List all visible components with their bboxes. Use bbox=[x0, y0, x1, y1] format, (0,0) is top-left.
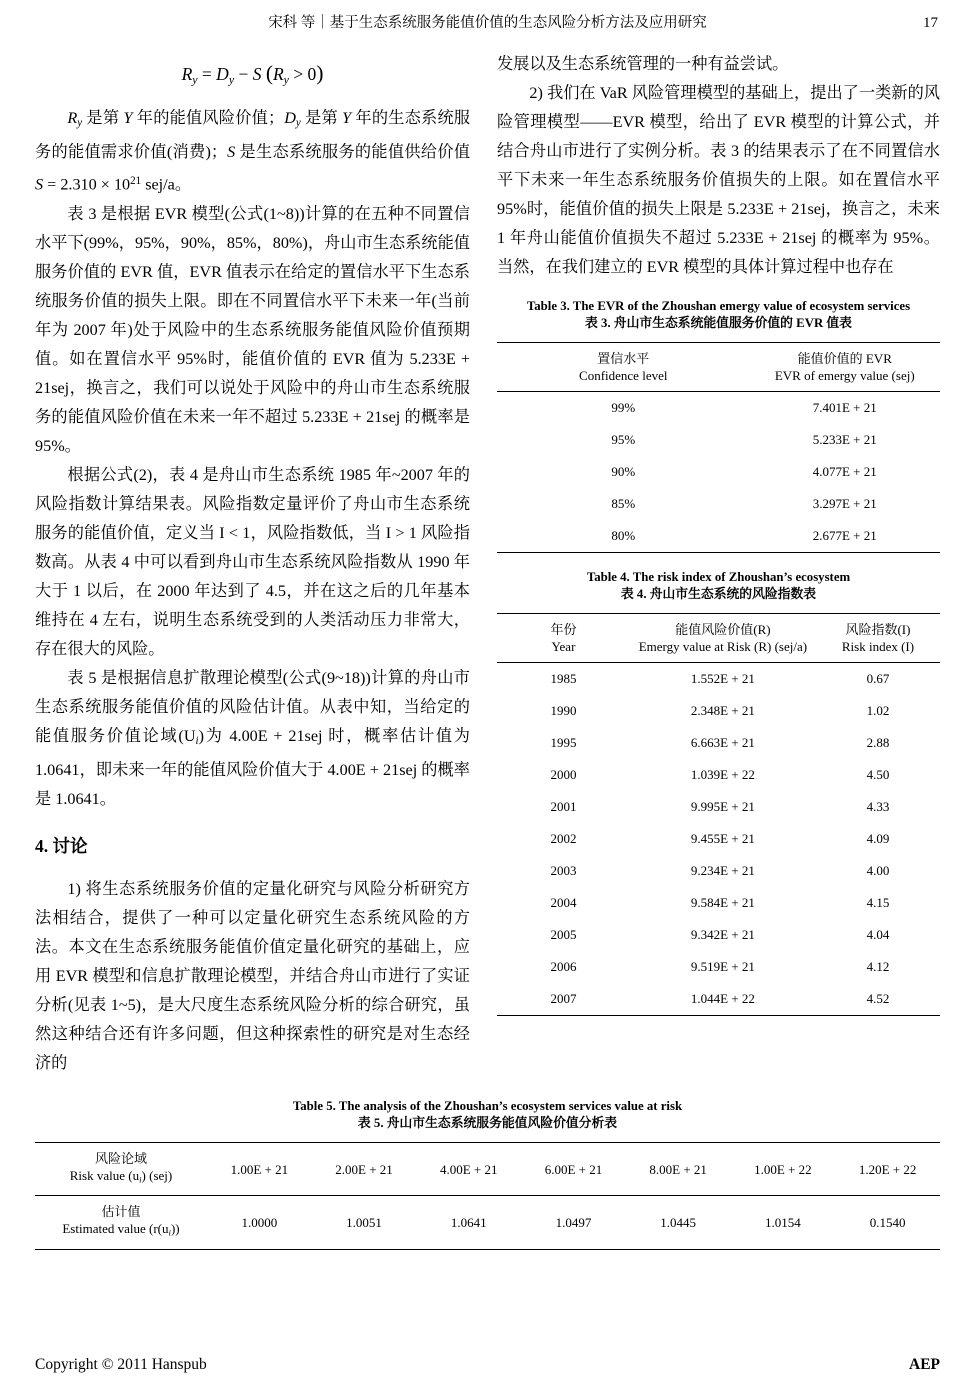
table4-caption bbox=[503, 569, 934, 603]
cell: 0.67 bbox=[866, 671, 890, 686]
table4 bbox=[497, 613, 940, 1016]
header-label-zh: 年份 bbox=[550, 622, 577, 637]
header-label-en: Risk index (I) bbox=[841, 639, 915, 654]
cell: 1.02 bbox=[866, 703, 890, 718]
cell: 8.00E + 21 bbox=[626, 1142, 731, 1195]
cell: 4.12 bbox=[866, 959, 890, 974]
cell: 1.0051 bbox=[346, 1215, 382, 1231]
header-label-en: EVR of emergy value (sej) bbox=[774, 368, 915, 383]
paragraph-discussion-1: 1) 将生态系统服务价值的定量化研究与风险分析研究方法相结合，提供了一种可以定量化研究生态系统风险的方法。本文在生态系统服务能值价值定量化研究的基础上，应用 EVR 模型和信息扩散理论模型，并结合舟山市进行了实证分析(见表 1~5)，是大尺度生态系统风险分析的综合研究，虽然这种结合还有许多问题，但这种探索性的研究是对生态经济的 bbox=[35, 879, 470, 1072]
cell: 1.0497 bbox=[555, 1215, 592, 1231]
table-row bbox=[497, 520, 940, 553]
header-label-zh: 能值风险价值(R) bbox=[675, 622, 771, 637]
cell: 2002 bbox=[550, 831, 577, 846]
header-label-zh: 置信水平 bbox=[597, 351, 650, 366]
cell: 3.297E + 21 bbox=[812, 496, 877, 511]
cell: 9.342E + 21 bbox=[690, 927, 755, 942]
cell: 4.09 bbox=[866, 831, 890, 846]
cell: 80% bbox=[611, 528, 636, 543]
table5-row2-label bbox=[35, 1196, 207, 1249]
table3-header-evr bbox=[750, 343, 941, 392]
cell: 2000 bbox=[550, 767, 577, 782]
cell: 2005 bbox=[550, 927, 577, 942]
cell: 1985 bbox=[550, 671, 577, 686]
cell: 2.677E + 21 bbox=[812, 528, 877, 543]
cell: 4.077E + 21 bbox=[812, 464, 877, 479]
running-header bbox=[35, 12, 940, 34]
header-label-en: Year bbox=[551, 639, 576, 654]
cell: 9.455E + 21 bbox=[690, 831, 755, 846]
paragraph-table3-discussion: 表 3 是根据 EVR 模型(公式(1~8))计算的在五种不同置信水平下(99%，95%，90%，85%，80%)，舟山市生态系统能值服务价值的 EVR 值，EVR 值表示在给定的置信水平下生态系统服务价值的损失上限。即在不同置信水平下未来一年(当前年为 2007 年)处于风险中的生态系统服务能值风险价值预期值。如在置信水平 95%时，能值价值的 EVR 值为 5.233E + 21sej，换言之，我们可以说处于风险中的舟山市生态系统服务的能值风险价值在未来一年不超过 5.233E + 21sej 的概率是 95%。 bbox=[35, 204, 470, 455]
table4-header-row bbox=[497, 614, 940, 663]
journal-abbreviation: AEP bbox=[909, 1356, 940, 1373]
section-heading-discussion: 4. 讨论 bbox=[35, 835, 88, 856]
cell: 1990 bbox=[550, 703, 577, 718]
paragraph-table4-discussion: 根据公式(2)，表 4 是舟山市生态系统 1985 年~2007 年的风险指数计算结果表。风险指数定量评价了舟山市生态系统服务的能值价值，定义当 I < 1，风险指数低，当 I > 1 风险指数高。从表 4 中可以看到舟山市生态系统风险指数从 1990 年大于 1 以后，在 2000 年达到了 4.5，并在这之后的几年基本维持在 4 左右，说明生态系统受到的人类活动压力非常大，存在很大的风险。 bbox=[35, 465, 470, 658]
table3-caption-zh: 表 3. 舟山市生态系统能值服务价值的 EVR 值表 bbox=[585, 316, 852, 330]
table5-section bbox=[35, 1098, 940, 1250]
row-label-en: Estimated value (r(ui)) bbox=[62, 1221, 180, 1238]
table5-caption bbox=[41, 1098, 934, 1132]
table4-caption-zh: 表 4. 舟山市生态系统的风险指数表 bbox=[620, 587, 817, 601]
table-row bbox=[497, 855, 940, 887]
table5 bbox=[35, 1142, 940, 1250]
cell: 1.552E + 21 bbox=[690, 671, 755, 686]
table-row bbox=[497, 695, 940, 727]
cell: 1.00E + 21 bbox=[207, 1142, 312, 1195]
row-label-en: Risk value (ui) (sej) bbox=[69, 1167, 173, 1185]
header-label-zh: 能值价值的 EVR bbox=[797, 351, 892, 366]
page-footer bbox=[35, 1356, 940, 1374]
right-column bbox=[497, 50, 940, 1078]
table4-header-risk-index bbox=[816, 614, 940, 663]
cell: 1.00E + 22 bbox=[731, 1142, 836, 1195]
paragraph-table5-discussion: 表 5 是根据信息扩散理论模型(公式(9~18))计算的舟山市生态系统服务能值价值的风险估计值。从表中知，当给定的能值服务价值论域(Ui)为 4.00E + 21sej 时，概率估计值为 1.0641，即未来一年的能值风险价值大于 4.00E + 21sej 的概率是 1.0641。 bbox=[35, 668, 470, 808]
copyright-text: Copyright © 2011 Hanspub bbox=[35, 1356, 207, 1373]
cell: 6.00E + 21 bbox=[521, 1142, 626, 1195]
cell: 90% bbox=[611, 464, 636, 479]
paragraph-continuation: 发展以及生态系统管理的一种有益尝试。 bbox=[497, 55, 789, 73]
cell: 5.233E + 21 bbox=[812, 432, 877, 447]
cell: 2003 bbox=[550, 863, 577, 878]
table-row bbox=[497, 791, 940, 823]
cell: 9.584E + 21 bbox=[690, 895, 755, 910]
table-row bbox=[497, 983, 940, 1016]
row-label-zh: 估计值 bbox=[101, 1204, 141, 1220]
table-row bbox=[497, 951, 940, 983]
table-row bbox=[497, 424, 940, 456]
cell: 95% bbox=[611, 432, 636, 447]
page-number: 17 bbox=[923, 15, 938, 31]
paragraph-variables: Ry 是第 Y 年的能值风险价值；Dy 是第 Y 年的生态系统服务的能值需求价值(消费)；S 是生态系统服务的能值供给价值 $S = 2.310 \times 10^{21}$ sej/a。 bbox=[35, 109, 471, 194]
cell: 1.20E + 22 bbox=[835, 1142, 940, 1195]
table-row bbox=[497, 456, 940, 488]
cell: 4.15 bbox=[866, 895, 890, 910]
table5-row1-label bbox=[35, 1142, 207, 1195]
running-title: 宋科 等｜基于生态系统服务能值价值的生态风险分析方法及应用研究 bbox=[268, 15, 707, 31]
table3-header-confidence bbox=[497, 343, 750, 392]
cell: 1.0000 bbox=[241, 1215, 278, 1231]
table4-header-year bbox=[497, 614, 630, 663]
table5-caption-zh: 表 5. 舟山市生态系统服务能值风险价值分析表 bbox=[357, 1115, 618, 1130]
table5-estimated-row bbox=[35, 1196, 940, 1249]
table-row bbox=[497, 488, 940, 520]
table-row bbox=[497, 392, 940, 425]
cell: 1995 bbox=[550, 735, 577, 750]
table3 bbox=[497, 342, 940, 553]
cell: 4.00E + 21 bbox=[416, 1142, 521, 1195]
table5-risk-domain-row bbox=[35, 1142, 940, 1195]
cell: 7.401E + 21 bbox=[812, 400, 877, 415]
table-row bbox=[497, 727, 940, 759]
row-label-zh: 风险论域 bbox=[94, 1150, 147, 1166]
cell: 4.04 bbox=[866, 927, 890, 942]
cell: 6.663E + 21 bbox=[690, 735, 755, 750]
cell: 4.52 bbox=[866, 991, 890, 1006]
cell: 85% bbox=[611, 496, 636, 511]
cell: 2.00E + 21 bbox=[312, 1142, 417, 1195]
cell: 1.044E + 22 bbox=[690, 991, 755, 1006]
cell: 2001 bbox=[550, 799, 577, 814]
table3-caption-en: Table 3. The EVR of the Zhoushan emergy value of ecosystem services bbox=[526, 299, 911, 313]
cell: 9.234E + 21 bbox=[690, 863, 755, 878]
cell: 2007 bbox=[550, 991, 577, 1006]
cell: 2.348E + 21 bbox=[690, 703, 755, 718]
cell: 4.00 bbox=[866, 863, 890, 878]
table5-caption-en: Table 5. The analysis of the Zhoushan’s ecosystem services value at risk bbox=[292, 1098, 683, 1113]
cell: 9.995E + 21 bbox=[690, 799, 755, 814]
header-label-en: Emergy value at Risk (R) (sej/a) bbox=[638, 639, 808, 654]
cell: 2006 bbox=[550, 959, 577, 974]
cell: 0.1540 bbox=[869, 1215, 906, 1231]
cell: 4.50 bbox=[866, 767, 890, 782]
cell: 1.039E + 22 bbox=[690, 767, 755, 782]
table-row bbox=[497, 823, 940, 855]
paragraph-discussion-2: 2) 我们在 VaR 风险管理模型的基础上，提出了一类新的风险管理模型——EVR 模型，给出了 EVR 模型的计算公式，并结合舟山市进行了实例分析。表 3 的结果表示了在不同置信水平下未来一年生态系统服务价值损失的上限。如在置信水平 95%时，能值价值的损失上限是 5.233E + 21sej，换言之，未来 1 年舟山能值价值损失不超过 5.233E + 21sej 的概率为 95%。当然，在我们建立的 EVR 模型的具体计算过程中也存在 bbox=[497, 84, 940, 276]
two-column-body bbox=[35, 50, 940, 1078]
cell: 2004 bbox=[550, 895, 577, 910]
table-row bbox=[497, 919, 940, 951]
table-row bbox=[497, 759, 940, 791]
cell: 99% bbox=[611, 400, 636, 415]
header-label-zh: 风险指数(I) bbox=[845, 622, 911, 637]
table-row bbox=[497, 663, 940, 696]
cell: 1.0445 bbox=[660, 1215, 697, 1231]
equation-ry: Ry = Dy − S (Ry > 0) bbox=[181, 61, 324, 87]
table4-header-emergy-risk bbox=[630, 614, 816, 663]
header-label-en: Confidence level bbox=[579, 368, 668, 383]
table4-caption-en: Table 4. The risk index of Zhoushan’s ecosystem bbox=[586, 570, 851, 584]
cell: 1.0641 bbox=[450, 1215, 487, 1231]
table-row bbox=[497, 887, 940, 919]
cell: 4.33 bbox=[866, 799, 890, 814]
table3-caption bbox=[503, 298, 934, 332]
table3-header-row bbox=[497, 343, 940, 392]
left-column bbox=[35, 50, 470, 1078]
cell: 1.0154 bbox=[764, 1215, 801, 1231]
cell: 2.88 bbox=[866, 735, 890, 750]
cell: 9.519E + 21 bbox=[690, 959, 755, 974]
